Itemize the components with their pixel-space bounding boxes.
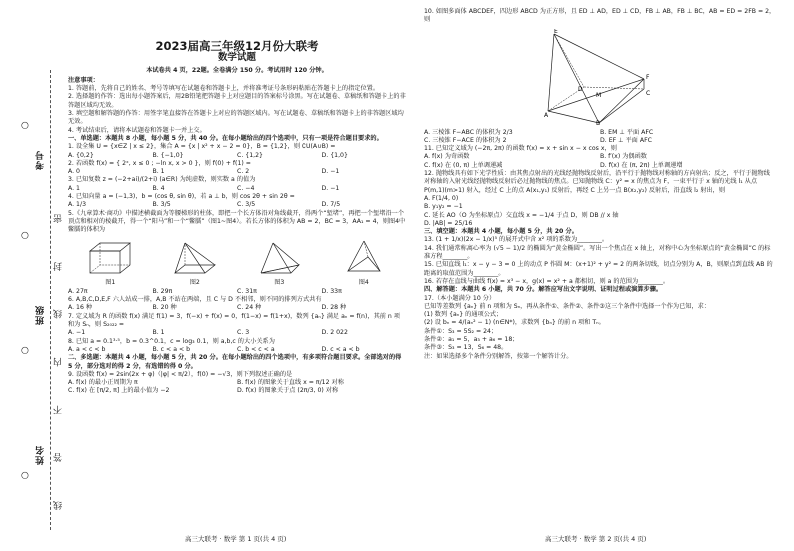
option: C. f(x) 在 [π/2, π] 上的最小值为 −2 [68, 387, 170, 395]
question-options [68, 201, 406, 209]
option: B. 29π [152, 287, 173, 295]
option: B. 3/5 [152, 201, 171, 209]
option: B. c < a < b [152, 345, 191, 353]
option: B. {−1,0} [152, 151, 184, 159]
cube-figure [338, 237, 390, 277]
xingming-label: 姓名 [36, 445, 46, 465]
option: B. EM ⊥ 平面 AFC [600, 128, 654, 136]
fig-label-d: D [578, 85, 583, 93]
option: D. EF ⊥ 平面 AFC [600, 136, 652, 144]
cube-figure [253, 237, 305, 277]
question-stem: 7. 定义域为 R 的函数 f(x) 满足 f(1) = 3，f(−x) + f(x) = 0，f(1−x) = f(1+x)，数列 {aₙ} 满足 aₙ = f(n)，其前 n 项和为 Sₙ，则 S₂₀₂₂ = [68, 312, 400, 329]
question-stem: 6. A,B,C,D,E,F 六人站成一排，A,B 不站在两端，且 C 与 D 不相邻，则不同的排列方式共有 [68, 296, 322, 304]
kaohao-label: 考号 [36, 150, 46, 170]
option: B. 4 [152, 184, 165, 192]
option: C. {1,2} [237, 151, 263, 159]
option: C. 2 [237, 168, 250, 176]
fig-label-c: C [646, 89, 651, 97]
option: A. 16 种 [68, 304, 93, 312]
question-stem: 14. 我们通常称离心率为 (√5 − 1)/2 的椭圆为“黄金椭圆”。写出一个焦点在 x 轴上，对称中心为坐标原点的“黄金椭圆”C 的标准方程________。 [424, 244, 771, 261]
option: C. f(x) 在 (0, π) 上单调递减 [424, 161, 503, 169]
cube-labels [68, 279, 406, 287]
question-stem: 11. 已知定义域为 (−2π, 2π) 的函数 f(x) = x + sin x − x cos x，则 [424, 145, 617, 153]
question-stem: 16. 若存在直线与曲线 f(x) = x³ − x，g(x) = x² + a 都相切，则 a 的范围为________。 [424, 277, 670, 285]
binding-strip [0, 0, 64, 551]
option: D. 28 种 [321, 304, 347, 312]
option: C. −4 [237, 184, 255, 192]
seal-line [50, 70, 51, 530]
notice-item: 4. 考试结束后，请将本试题卷和答题卡一并上交。 [68, 126, 206, 134]
option: A. F(1/4, 0) [424, 194, 459, 202]
exam-info: 本试卷共 4 页，22题。全卷满分 150 分。考试用时 120 分钟。 [146, 66, 328, 74]
option: D. f(x) 的图象关于点 (2π/3, 0) 对称 [237, 387, 339, 395]
option: D. 2 022 [321, 329, 348, 337]
cube-figures [68, 237, 406, 277]
fig-label-a: A [544, 111, 549, 119]
option: A. {0,2} [68, 151, 94, 159]
option: A. 27π [68, 287, 88, 295]
question-options [68, 185, 406, 193]
option: C. 三棱锥 F−ACE 的体积为 2 [424, 136, 507, 144]
option: D. 7/5 [321, 201, 341, 209]
question-stem: 2. 若函数 f(x) = { 2ˣ, x ≤ 0 ; −ln x, x > 0 }，则 f(0) + f(1) = [68, 159, 251, 167]
section1-heading: 一、单选题：本题共 8 小题，每小题 5 分，共 40 分。在每小题给出的四个选项中，只有一项是符合题目要求的。 [68, 134, 383, 142]
option: C. 24 种 [237, 304, 262, 312]
notice-item: 2. 选择题的作答：选出每小题答案后，用2B铅笔把答题卡上对应题目的答案标号涂黑。写在试题卷、草稿纸和答题卡上的非答题区域均无效。 [68, 93, 406, 109]
question-stem: 17.（本小题满分 10 分） [424, 294, 496, 302]
question-line: 条件①：S₃ = 5S₂ = 24； [424, 327, 498, 335]
question-stem: 1. 设全集 U = {x∈Z | x ≤ 2}，集合 A = {x | x² + x − 2 = 0}，B = {1,2}，则 ∁U(A∪B) = [68, 143, 336, 151]
question-stem: 12. 抛物线具有如下光学性质：由其焦点射出的光线经抛物线反射后，沿平行于抛物线对称轴的方向射出；反之，平行于抛物线对称轴的入射光线经抛物线反射后必过抛物线的焦点。已知抛物线 C：y² = x 的焦点为 F，一束平行于 x 轴的光线 l₁ 从点 P(m,1)(m>1) 射入，经过 C 上的点 A(x₁,y₁) 反射后，再经 C 上另一点 B(x₂,y₂) 反射后，沿直线 l₂ 射出，则 [424, 170, 770, 194]
seal-circle: ○ [20, 230, 30, 240]
question-options [68, 288, 406, 296]
figure-label: 图2 [189, 278, 200, 286]
option: B. f′(x) 为偶函数 [600, 153, 647, 161]
option: A. 0 [68, 168, 80, 176]
option: A. −1 [68, 329, 86, 337]
right-column [424, 8, 776, 361]
cube-figure [169, 237, 221, 277]
figure-label: 图1 [105, 278, 116, 286]
question-line: 注：如果选择多个条件分别解答，按第一个解答计分。 [424, 352, 573, 360]
notice-heading: 注意事项： [68, 76, 99, 84]
question-line: 条件②：a₁ = 5，a₃ + a₆ = 18； [424, 336, 519, 344]
option: C. b < c < a [237, 345, 275, 353]
notice-item: 1. 答题前，先将自己的姓名、考号等填写在试题卷和答题卡上，并将准考证号条形码粘贴在答题卡上的指定位置。 [68, 85, 380, 93]
seal-circle: ○ [20, 470, 30, 480]
option: D. −1 [321, 168, 340, 176]
option: A. f(x) 为奇函数 [424, 153, 470, 161]
fig-label-b: B [596, 119, 601, 125]
question-stem: 9. 设函数 f(x) = 2sin(2x + φ)（|φ| < π/2），f(0) = −√3，则下列叙述正确的是 [68, 370, 293, 378]
question-line: 已知等差数列 {aₙ} 前 n 项和为 Sₙ，再从条件①、条件②、条件③这三个条件中选择一个作为已知，求： [424, 302, 711, 310]
page-footer-left: 高三大联考 · 数学 第 1 页(共 4 页) [185, 535, 287, 543]
option: C. 3/5 [237, 201, 256, 209]
option: A. a < c < b [68, 345, 106, 353]
question-stem: 13. (1 + 1/x)(2x − 1/x)⁵ 的展开式中含 x² 项的系数为________。 [424, 236, 609, 244]
seal-text: 线 答 不 内 线 封 密 [54, 195, 64, 510]
option: B. 20 种 [152, 304, 177, 312]
question-stem: 4. 已知向量 a = (−1,3)，b = (cos θ, sin θ)，若 a ⊥ b，则 cos 2θ + sin 2θ = [68, 193, 295, 201]
question-stem: 5.《九章算术·商功》中描述横截面为等腰梯形的柱体，即把一个长方体沿对角线截开，得两个“堑堵”，再把一个堑堵沿一个顶点和相对的棱截开，得一个“阳马”和一个“鳖臑”（图1~图4）。若长方体的体积为 AB = 2，BC = 3，AA₁ = 4，则图4中鳖臑的体积为 [68, 209, 406, 234]
page-footer-right: 高三大联考 · 数学 第 2 页(共 4 页) [545, 535, 647, 543]
option: D. c < a < b [321, 345, 360, 353]
option: D. f(x) 在 (π, 2π) 上单调递增 [600, 161, 683, 169]
option: D. −1 [321, 184, 340, 192]
question-options [424, 129, 776, 146]
fig-label-e: E [554, 28, 558, 35]
section2-heading: 二、多选题：本题共 4 小题，每小题 5 分，共 20 分。在每小题给出的四个选项中，有多项符合题目要求。全部选对的得 5 分，部分选对的得 2 分，有选错的得 0 分。 [68, 354, 402, 370]
option: C. 31π [237, 287, 257, 295]
seal-circle: ○ [20, 120, 30, 130]
question-line: (1) 数列 {aₙ} 的通项公式； [424, 311, 503, 319]
question-stem: 10. 如图多面体 ABCDEF，四边形 ABCD 为正方形，且 ED ⊥ AD，ED ⊥ CD，FB ⊥ AB，FB ⊥ BC，AB = ED = 2FB = 2，则 [424, 8, 776, 24]
option: B. 1 [152, 168, 165, 176]
exam-title: 2023届高三年级12月份大联考 [155, 39, 319, 53]
seal-circle: ○ [20, 345, 30, 355]
notice-item: 3. 填空题和解答题的作答：用签字笔直接答在答题卡上对应的答题区域内。写在试题卷、草稿纸和答题卡上的非答题区域均无效。 [68, 110, 404, 126]
option: D. 33π [321, 287, 342, 295]
fig-label-f: F [646, 73, 650, 81]
option: A. 1/3 [68, 201, 87, 209]
section3-heading: 三、填空题：本题共 4 小题，每小题 5 分，共 20 分。 [424, 228, 578, 236]
option: D. {1,0} [321, 151, 348, 159]
option: D. |AB| = 25/16 [424, 219, 473, 227]
figure-label: 图4 [358, 278, 369, 286]
banji-label: 班级 [36, 305, 46, 325]
question-stem: 15. 已知直线 l₁：x − y − 3 = 0 上的动点 P 作圆 M：(x+1)² + y² = 2 的两条切线，切点分别为 A，B，则原点到直线 AB 的距离的取值范围为________。 [424, 261, 773, 277]
exam-subject: 数学试题 [217, 52, 256, 64]
question-options [68, 346, 406, 354]
option: A. f(x) 的最小正周期为 π [68, 379, 138, 387]
option: C. 延长 AO（O 为坐标原点）交直线 x = −1/4 于点 D，则 DB // x 轴 [424, 211, 619, 219]
left-column [68, 8, 406, 396]
question-line: 条件③：S₃ = 13，S₆ = 48。 [424, 344, 508, 352]
question-options [68, 152, 406, 160]
option: B. f(x) 的图象关于直线 x = π/12 对称 [237, 379, 344, 387]
cube-figure [84, 237, 136, 277]
option: B. y₁y₂ = −1 [424, 203, 463, 211]
polyhedron-figure [544, 29, 654, 125]
question-options [68, 304, 406, 312]
option: A. 1 [68, 184, 80, 192]
option: C. 3 [237, 329, 250, 337]
question-options [68, 379, 406, 396]
figure-label: 图3 [274, 278, 285, 286]
question-stem: 3. 已知复数 z = (−2+ai)/(2+i) (a∈R) 为纯虚数，则实数 a 的值为 [68, 176, 256, 184]
question-stem: 8. 已知 a = 0.1³·⁵，b = 0.3^0.1，c = log₃ 0.1，则 a,b,c 的大小关系为 [68, 337, 275, 345]
question-options [68, 329, 406, 337]
question-options [424, 153, 776, 170]
option: B. 1 [152, 329, 165, 337]
question-line: (2) 设 bₙ = 4/(aₙ² − 1) (n∈N*)，求数列 {bₙ} 的前 n 项和 Tₙ。 [424, 319, 605, 327]
option: A. 三棱锥 F−ABC 的体积为 2/3 [424, 128, 513, 136]
fig-label-m: M [596, 91, 602, 99]
section4-heading: 四、解答题：本题共 6 小题，共 70 分。解答应写出文字说明、证明过程或演算步骤。 [424, 286, 663, 294]
